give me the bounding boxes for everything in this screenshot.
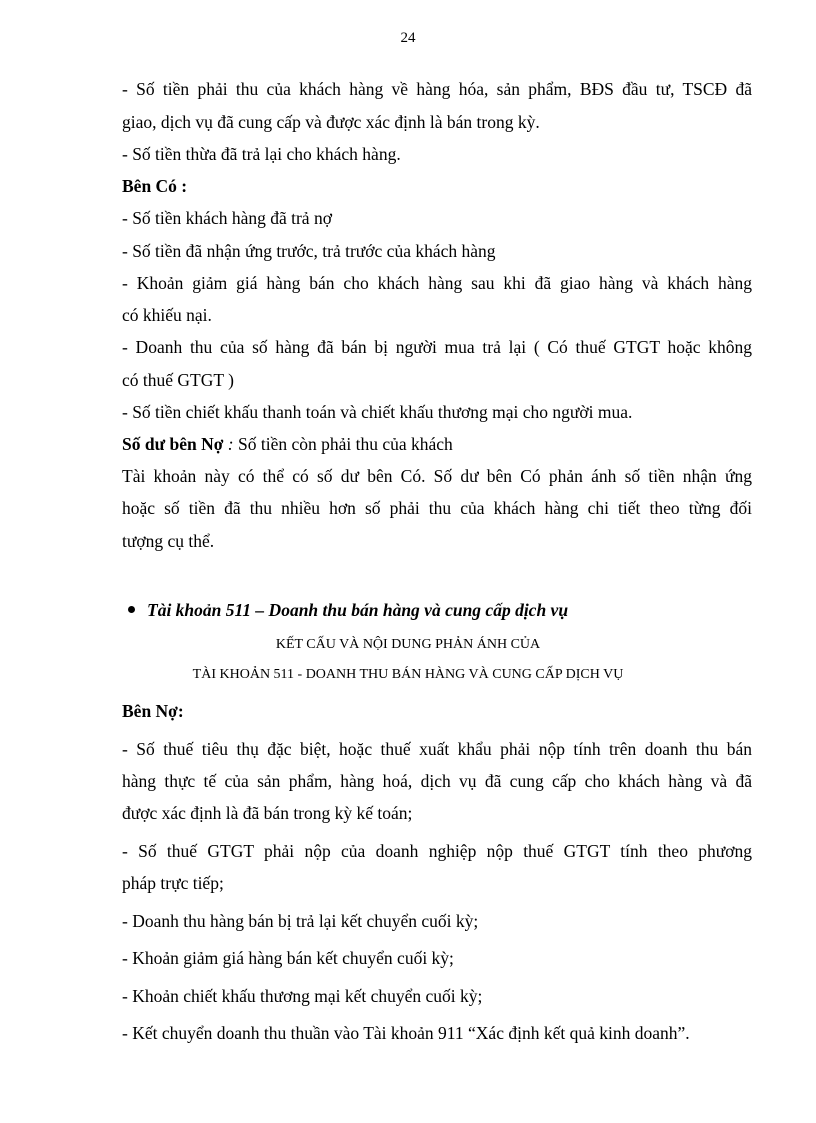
text-line: - Số thuế GTGT phải nộp của doanh nghiệp nộp thuế GTGT tính theo phương: [122, 841, 752, 861]
text-line: - Số thuế tiêu thụ đặc biệt, hoặc thuế xuất khẩu phải nộp tính trên doanh thu bán: [122, 739, 752, 759]
text-line: có khiếu nại.: [122, 305, 212, 325]
text-line: - Số tiền khách hàng đã trả nợ: [122, 208, 332, 228]
so-du-sep: :: [223, 434, 238, 454]
so-du-line: [122, 433, 752, 455]
subtitle: TÀI KHOẢN 511 - DOANH THU BÁN HÀNG VÀ CUNG CẤP DỊCH VỤ: [192, 667, 624, 682]
text-line: - Doanh thu của số hàng đã bán bị người mua trả lại ( Có thuế GTGT hoặc không: [122, 337, 752, 357]
text-line: - Kết chuyển doanh thu thuần vào Tài khoản 911 “Xác định kết quả kinh doanh”.: [122, 1023, 690, 1043]
subtitle: KẾT CẤU VÀ NỘI DUNG PHẢN ÁNH CỦA: [275, 637, 541, 652]
bullet-heading: [128, 599, 568, 621]
page-number: 24: [400, 30, 416, 46]
text-line: - Số tiền phải thu của khách hàng về hàng hóa, sản phẩm, BĐS đầu tư, TSCĐ đã: [122, 79, 752, 99]
text-line: tượng cụ thể.: [122, 531, 215, 551]
text-line: - Doanh thu hàng bán bị trả lại kết chuyển cuối kỳ;: [122, 911, 479, 931]
text-line: giao, dịch vụ đã cung cấp và được xác định là bán trong kỳ.: [122, 112, 540, 132]
bullet-icon: [128, 606, 135, 613]
text-line: - Số tiền thừa đã trả lại cho khách hàng.: [122, 144, 401, 164]
text-line: được xác định là đã bán trong kỳ kế toán;: [122, 803, 413, 823]
text-line: Tài khoản này có thể có số dư bên Có. Số dư bên Có phản ánh số tiền nhận ứng: [122, 466, 752, 486]
text-line: - Khoản giảm giá hàng bán cho khách hàng sau khi đã giao hàng và khách hàng: [122, 273, 752, 293]
text-line: có thuế GTGT ): [122, 370, 234, 390]
text-line: - Số tiền chiết khấu thanh toán và chiết khấu thương mại cho người mua.: [122, 402, 633, 422]
so-du-label: Số dư bên Nợ: [122, 434, 224, 454]
text-line: hoặc số tiền đã thu nhiều hơn số phải thu của khách hàng chi tiết theo từng đối: [122, 498, 752, 518]
ben-co-heading: Bên Có :: [122, 176, 188, 196]
text-line: - Khoản chiết khấu thương mại kết chuyển cuối kỳ;: [122, 986, 483, 1006]
text-line: pháp trực tiếp;: [122, 873, 224, 893]
text-line: hàng thực tế của sản phẩm, hàng hoá, dịch vụ đã cung cấp cho khách hàng và đã: [122, 771, 752, 791]
text-line: - Khoản giảm giá hàng bán kết chuyển cuối kỳ;: [122, 948, 454, 968]
text-line: - Số tiền đã nhận ứng trước, trả trước của khách hàng: [122, 241, 496, 261]
so-du-text: Số tiền còn phải thu của khách: [237, 434, 453, 454]
bullet-heading-text: Tài khoản 511 – Doanh thu bán hàng và cung cấp dịch vụ: [147, 600, 569, 620]
ben-no-heading: Bên Nợ:: [122, 701, 184, 721]
